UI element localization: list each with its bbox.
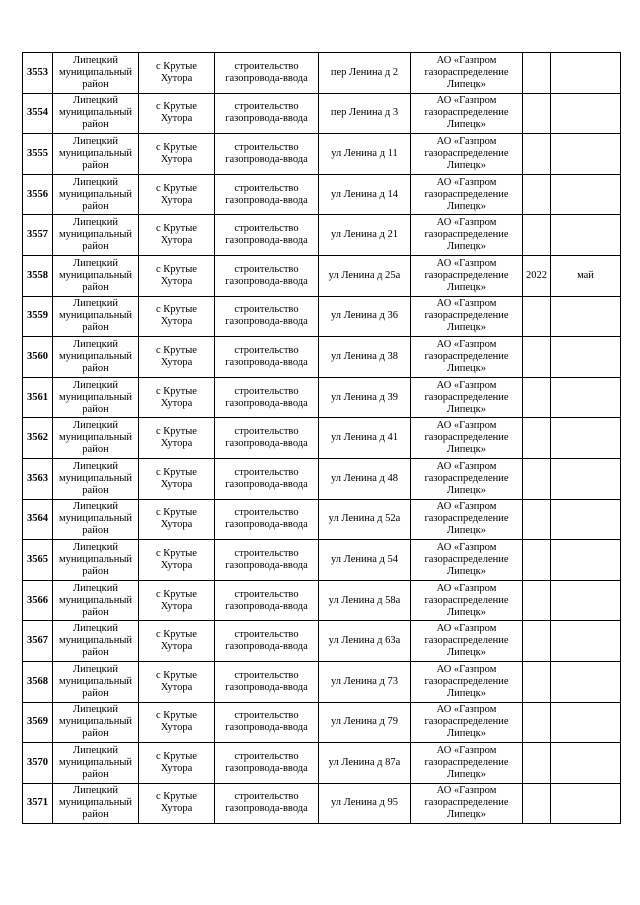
month-cell — [551, 499, 621, 540]
year-cell — [523, 540, 551, 581]
table-row — [23, 377, 621, 418]
organization-cell: АО «Газпром газораспределение Липецк» — [411, 215, 523, 256]
address-cell: ул Ленина д 79 — [319, 702, 411, 743]
district-cell: Липецкий муниципальный район — [53, 93, 139, 134]
table-row — [23, 134, 621, 175]
address-cell: ул Ленина д 21 — [319, 215, 411, 256]
work-type-cell: строительство газопровода-ввода — [215, 134, 319, 175]
month-cell — [551, 93, 621, 134]
month-cell — [551, 743, 621, 784]
work-type-cell: строительство газопровода-ввода — [215, 783, 319, 824]
work-type-cell: строительство газопровода-ввода — [215, 215, 319, 256]
work-type-cell: строительство газопровода-ввода — [215, 540, 319, 581]
locality-cell: с Крутые Хутора — [139, 174, 215, 215]
table-row — [23, 540, 621, 581]
row-number: 3554 — [23, 93, 53, 134]
locality-cell: с Крутые Хутора — [139, 743, 215, 784]
organization-cell: АО «Газпром газораспределение Липецк» — [411, 93, 523, 134]
month-cell — [551, 458, 621, 499]
table-row — [23, 174, 621, 215]
district-cell: Липецкий муниципальный район — [53, 134, 139, 175]
district-cell: Липецкий муниципальный район — [53, 53, 139, 94]
year-cell — [523, 743, 551, 784]
district-cell: Липецкий муниципальный район — [53, 580, 139, 621]
row-number: 3558 — [23, 255, 53, 296]
year-cell: 2022 — [523, 255, 551, 296]
work-type-cell: строительство газопровода-ввода — [215, 661, 319, 702]
address-cell: ул Ленина д 73 — [319, 661, 411, 702]
table-body — [23, 53, 621, 824]
month-cell: май — [551, 255, 621, 296]
month-cell — [551, 296, 621, 337]
district-cell: Липецкий муниципальный район — [53, 174, 139, 215]
month-cell — [551, 580, 621, 621]
district-cell: Липецкий муниципальный район — [53, 743, 139, 784]
row-number: 3566 — [23, 580, 53, 621]
address-cell: пер Ленина д 2 — [319, 53, 411, 94]
work-type-cell: строительство газопровода-ввода — [215, 255, 319, 296]
table-row — [23, 702, 621, 743]
row-number: 3569 — [23, 702, 53, 743]
month-cell — [551, 661, 621, 702]
address-cell: ул Ленина д 39 — [319, 377, 411, 418]
table-row — [23, 255, 621, 296]
row-number: 3571 — [23, 783, 53, 824]
table-row — [23, 499, 621, 540]
address-cell: ул Ленина д 87а — [319, 743, 411, 784]
table-row — [23, 296, 621, 337]
work-type-cell: строительство газопровода-ввода — [215, 458, 319, 499]
row-number: 3555 — [23, 134, 53, 175]
locality-cell: с Крутые Хутора — [139, 458, 215, 499]
year-cell — [523, 499, 551, 540]
address-cell: ул Ленина д 14 — [319, 174, 411, 215]
month-cell — [551, 337, 621, 378]
organization-cell: АО «Газпром газораспределение Липецк» — [411, 174, 523, 215]
month-cell — [551, 702, 621, 743]
organization-cell: АО «Газпром газораспределение Липецк» — [411, 621, 523, 662]
work-type-cell: строительство газопровода-ввода — [215, 174, 319, 215]
organization-cell: АО «Газпром газораспределение Липецк» — [411, 661, 523, 702]
organization-cell: АО «Газпром газораспределение Липецк» — [411, 499, 523, 540]
row-number: 3568 — [23, 661, 53, 702]
month-cell — [551, 540, 621, 581]
address-cell: ул Ленина д 41 — [319, 418, 411, 459]
work-type-cell: строительство газопровода-ввода — [215, 580, 319, 621]
organization-cell: АО «Газпром газораспределение Липецк» — [411, 377, 523, 418]
year-cell — [523, 580, 551, 621]
row-number: 3557 — [23, 215, 53, 256]
month-cell — [551, 418, 621, 459]
locality-cell: с Крутые Хутора — [139, 540, 215, 581]
locality-cell: с Крутые Хутора — [139, 661, 215, 702]
row-number: 3564 — [23, 499, 53, 540]
organization-cell: АО «Газпром газораспределение Липецк» — [411, 702, 523, 743]
district-cell: Липецкий муниципальный район — [53, 540, 139, 581]
table-row — [23, 53, 621, 94]
address-cell: ул Ленина д 58а — [319, 580, 411, 621]
year-cell — [523, 661, 551, 702]
organization-cell: АО «Газпром газораспределение Липецк» — [411, 418, 523, 459]
year-cell — [523, 337, 551, 378]
address-cell: ул Ленина д 36 — [319, 296, 411, 337]
table-row — [23, 215, 621, 256]
year-cell — [523, 93, 551, 134]
address-cell: ул Ленина д 63а — [319, 621, 411, 662]
address-cell: ул Ленина д 54 — [319, 540, 411, 581]
organization-cell: АО «Газпром газораспределение Липецк» — [411, 296, 523, 337]
district-cell: Липецкий муниципальный район — [53, 215, 139, 256]
work-type-cell: строительство газопровода-ввода — [215, 337, 319, 378]
year-cell — [523, 418, 551, 459]
locality-cell: с Крутые Хутора — [139, 702, 215, 743]
year-cell — [523, 621, 551, 662]
address-cell: пер Ленина д 3 — [319, 93, 411, 134]
table-row — [23, 661, 621, 702]
address-cell: ул Ленина д 48 — [319, 458, 411, 499]
table-row — [23, 621, 621, 662]
district-cell: Липецкий муниципальный район — [53, 783, 139, 824]
district-cell: Липецкий муниципальный район — [53, 377, 139, 418]
row-number: 3570 — [23, 743, 53, 784]
table-row — [23, 743, 621, 784]
locality-cell: с Крутые Хутора — [139, 377, 215, 418]
row-number: 3563 — [23, 458, 53, 499]
table-row — [23, 93, 621, 134]
row-number: 3560 — [23, 337, 53, 378]
address-cell: ул Ленина д 38 — [319, 337, 411, 378]
row-number: 3559 — [23, 296, 53, 337]
row-number: 3561 — [23, 377, 53, 418]
month-cell — [551, 215, 621, 256]
district-cell: Липецкий муниципальный район — [53, 499, 139, 540]
locality-cell: с Крутые Хутора — [139, 418, 215, 459]
locality-cell: с Крутые Хутора — [139, 499, 215, 540]
organization-cell: АО «Газпром газораспределение Липецк» — [411, 580, 523, 621]
locality-cell: с Крутые Хутора — [139, 580, 215, 621]
address-cell: ул Ленина д 25а — [319, 255, 411, 296]
locality-cell: с Крутые Хутора — [139, 783, 215, 824]
year-cell — [523, 458, 551, 499]
table-row — [23, 458, 621, 499]
year-cell — [523, 296, 551, 337]
year-cell — [523, 783, 551, 824]
row-number: 3553 — [23, 53, 53, 94]
work-type-cell: строительство газопровода-ввода — [215, 499, 319, 540]
work-type-cell: строительство газопровода-ввода — [215, 702, 319, 743]
district-cell: Липецкий муниципальный район — [53, 661, 139, 702]
district-cell: Липецкий муниципальный район — [53, 255, 139, 296]
organization-cell: АО «Газпром газораспределение Липецк» — [411, 337, 523, 378]
year-cell — [523, 134, 551, 175]
table-row — [23, 783, 621, 824]
month-cell — [551, 174, 621, 215]
organization-cell: АО «Газпром газораспределение Липецк» — [411, 783, 523, 824]
work-type-cell: строительство газопровода-ввода — [215, 53, 319, 94]
locality-cell: с Крутые Хутора — [139, 255, 215, 296]
row-number: 3565 — [23, 540, 53, 581]
year-cell — [523, 53, 551, 94]
locality-cell: с Крутые Хутора — [139, 134, 215, 175]
district-cell: Липецкий муниципальный район — [53, 296, 139, 337]
organization-cell: АО «Газпром газораспределение Липецк» — [411, 134, 523, 175]
row-number: 3556 — [23, 174, 53, 215]
month-cell — [551, 134, 621, 175]
locality-cell: с Крутые Хутора — [139, 296, 215, 337]
organization-cell: АО «Газпром газораспределение Липецк» — [411, 743, 523, 784]
month-cell — [551, 377, 621, 418]
month-cell — [551, 53, 621, 94]
table-row — [23, 580, 621, 621]
locality-cell: с Крутые Хутора — [139, 215, 215, 256]
row-number: 3567 — [23, 621, 53, 662]
organization-cell: АО «Газпром газораспределение Липецк» — [411, 458, 523, 499]
address-cell: ул Ленина д 11 — [319, 134, 411, 175]
work-type-cell: строительство газопровода-ввода — [215, 296, 319, 337]
district-cell: Липецкий муниципальный район — [53, 702, 139, 743]
address-cell: ул Ленина д 95 — [319, 783, 411, 824]
organization-cell: АО «Газпром газораспределение Липецк» — [411, 53, 523, 94]
locality-cell: с Крутые Хутора — [139, 337, 215, 378]
year-cell — [523, 215, 551, 256]
work-type-cell: строительство газопровода-ввода — [215, 377, 319, 418]
district-cell: Липецкий муниципальный район — [53, 458, 139, 499]
organization-cell: АО «Газпром газораспределение Липецк» — [411, 255, 523, 296]
year-cell — [523, 702, 551, 743]
organization-cell: АО «Газпром газораспределение Липецк» — [411, 540, 523, 581]
locality-cell: с Крутые Хутора — [139, 93, 215, 134]
locality-cell: с Крутые Хутора — [139, 621, 215, 662]
row-number: 3562 — [23, 418, 53, 459]
work-type-cell: строительство газопровода-ввода — [215, 621, 319, 662]
month-cell — [551, 621, 621, 662]
year-cell — [523, 377, 551, 418]
work-type-cell: строительство газопровода-ввода — [215, 93, 319, 134]
gasification-table — [22, 52, 621, 824]
table-row — [23, 337, 621, 378]
locality-cell: с Крутые Хутора — [139, 53, 215, 94]
year-cell — [523, 174, 551, 215]
work-type-cell: строительство газопровода-ввода — [215, 743, 319, 784]
district-cell: Липецкий муниципальный район — [53, 418, 139, 459]
address-cell: ул Ленина д 52а — [319, 499, 411, 540]
district-cell: Липецкий муниципальный район — [53, 337, 139, 378]
work-type-cell: строительство газопровода-ввода — [215, 418, 319, 459]
month-cell — [551, 783, 621, 824]
district-cell: Липецкий муниципальный район — [53, 621, 139, 662]
table-row — [23, 418, 621, 459]
